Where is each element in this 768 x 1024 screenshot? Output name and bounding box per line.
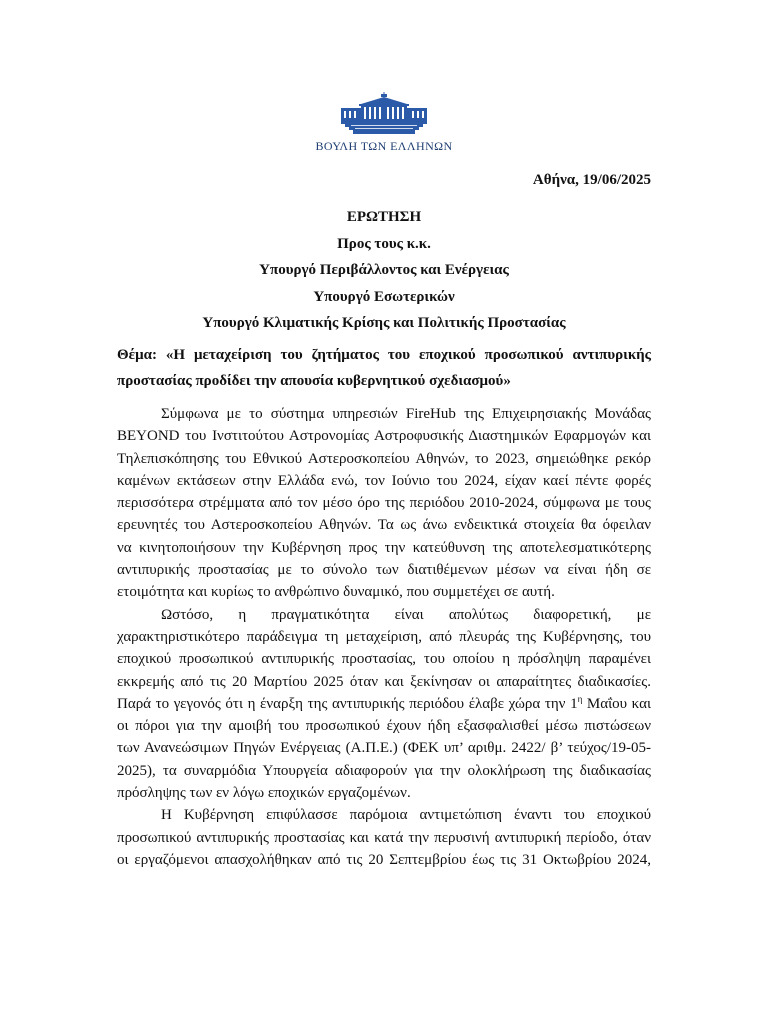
ordinal-superscript: η: [577, 693, 583, 704]
recipient-climate-minister: Υπουργό Κλιματικής Κρίσης και Πολιτικής Προστασίας: [202, 315, 566, 331]
document-date: Αθήνα, 19/06/2025: [532, 172, 651, 188]
paragraph-line: προσωπικού αντιπυρικής προστασίας και κατά την περυσινή αντιπυρική περίοδο, όταν: [117, 829, 651, 846]
line-text: Παρά το γεγονός ότι η έναρξη της αντιπυρικής περιόδου έλαβε χώρα την 1: [117, 695, 578, 712]
paragraph-line: οι πόροι για την αμοιβή του προσωπικού έχουν ήδη εξασφαλισθεί μέσω πιστώσεων: [117, 718, 651, 735]
paragraph-line: πρόσληψης των εν λόγω εποχικών εργαζομένων.: [117, 785, 411, 802]
paragraph-line: περισσότερα στρέμματα από τον μέσο όρο της περιόδου 2010-2024, σύμφωνα με τους: [117, 495, 651, 512]
recipient-environment-minister: Υπουργό Περιβάλλοντος και Ενέργειας: [259, 262, 509, 278]
line-text-tail: Μαΐου και: [582, 695, 651, 712]
paragraph-line-with-superscript: [117, 693, 651, 715]
paragraph-line: ερευνητές του Αστεροσκοπείου Αθηνών. Τα ως άνω ενδεικτικά στοιχεία θα όφειλαν: [117, 517, 651, 534]
paragraph-line: Σύμφωνα με το σύστημα υπηρεσιών FireHub της Επιχειρησιακής Μονάδας: [161, 406, 651, 422]
paragraph-line: BEYOND του Ινστιτούτου Αστρονομίας Αστροφυσικής Διαστημικών Εφαρμογών και: [117, 428, 651, 445]
parliament-building-icon: [341, 92, 427, 134]
paragraph-line: να κινητοποιήσουν την Κυβέρνηση προς την κατεύθυνση της αποτελεσματικότερης: [117, 539, 651, 556]
paragraph-line: οι εργαζόμενοι απασχολήθηκαν από τις 20 Σεπτεμβρίου έως τις 31 Οκτωβρίου 2024,: [117, 851, 651, 868]
paragraph-line: Ωστόσο, η πραγματικότητα είναι απολύτως διαφορετική, με: [161, 606, 651, 623]
paragraph-line: αντιπυρικής προστασίας με το σύνολο των διατιθέμενων μέσων να είναι ήδη σε: [117, 562, 651, 579]
institution-name: ΒΟΥΛΗ ΤΩΝ ΕΛΛΗΝΩΝ: [315, 139, 453, 153]
paragraph-line: εκκρεμής από τις 20 Μαρτίου 2025 όταν και ξεκίνησαν οι απαραίτητες διαδικασίες.: [117, 673, 651, 690]
question-heading: [117, 204, 651, 337]
subject-line: Θέμα: «Η μεταχείριση του ζητήματος του εποχικού προσωπικού αντιπυρικής: [117, 347, 651, 363]
addressee-intro: Προς τους κ.κ.: [337, 235, 431, 252]
paragraph-line: 2025), τα συναρμόδια Υπουργεία αδιαφορούν για την ολοκλήρωση της διαδικασίας: [117, 762, 651, 779]
subject-line: προστασίας προδίδει την απουσία κυβερνητικού σχεδιασμού»: [117, 373, 511, 389]
paragraph-line: Τηλεπισκόπησης του Εθνικού Αστεροσκοπείου Αθηνών, το 2023, σημειώθηκε ρεκόρ: [117, 450, 651, 467]
question-title: ΕΡΩΤΗΣΗ: [346, 209, 422, 225]
paragraph-line: ετοιμότητα και κυρίως το ανθρώπινο δυναμικό, που συμμετέχει σε αυτή.: [117, 584, 555, 601]
paragraph-line: εποχικού προσωπικού αντιπυρικής προστασίας, του οποίου η πρόσληψη παραμένει: [117, 651, 651, 668]
document-body: [117, 403, 651, 871]
subject: [117, 342, 651, 394]
paragraph-line: χαρακτηριστικότερο παράδειγμα τη μεταχείριση, από πλευράς της Κυβέρνησης, του: [117, 628, 651, 645]
paragraph-line: καμένων εκτάσεων στην Ελλάδα ενώ, τον Ιούνιο του 2024, είχαν καεί πέντε φορές: [117, 472, 651, 489]
paragraph-line: των Ανανεώσιμων Πηγών Ενέργειας (Α.Π.Ε.) (ΦΕΚ υπ’ αριθμ. 2422/ β’ τεύχος/19-05-: [117, 740, 651, 757]
paragraph-line: Η Κυβέρνηση επιφύλασσε παρόμοια αντιμετώπιση έναντι του εποχικού: [161, 807, 651, 824]
recipient-interior-minister: Υπουργό Εσωτερικών: [313, 288, 455, 305]
